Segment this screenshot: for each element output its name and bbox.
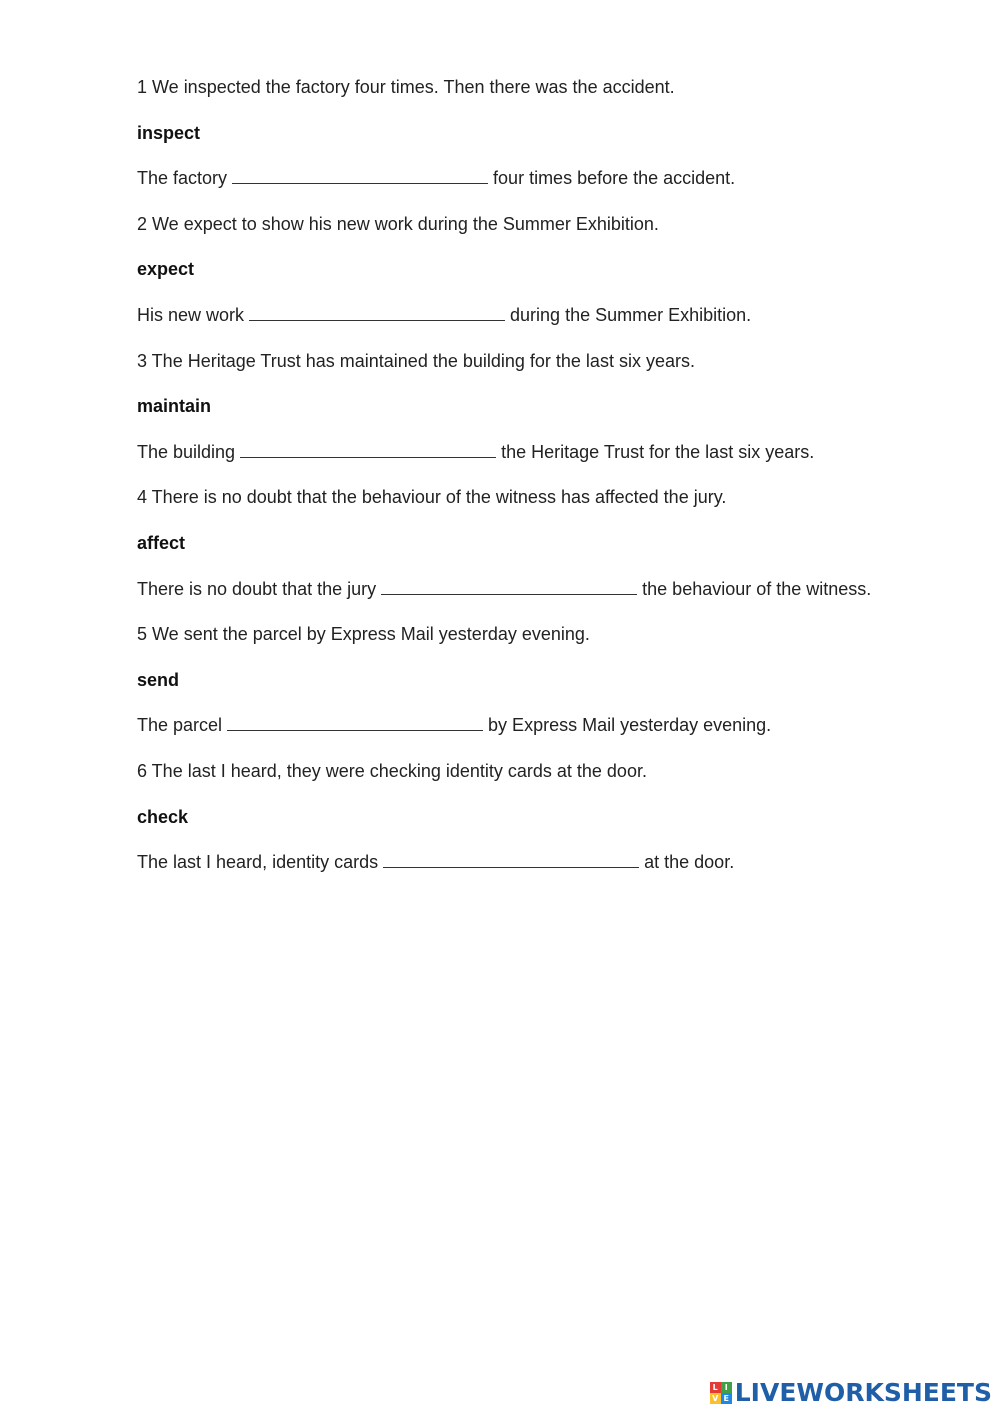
answer-blank[interactable] [232,167,488,184]
exercise-keyword: send [137,669,180,690]
exercise-5 [137,623,977,736]
exercise-answer-line [137,851,977,873]
exercise-prompt: 3 The Heritage Trust has maintained the building for the last six years. [137,350,695,371]
answer-blank[interactable] [249,304,505,321]
answer-after-text: at the door. [644,852,735,873]
liveworksheets-logo-text: LIVEWORKSHEETS [734,1378,992,1407]
exercise-1 [137,76,977,189]
exercise-prompt: 1 We inspected the factory four times. Then there was the accident. [137,77,675,97]
exercise-keyword: maintain [137,396,212,417]
exercise-answer-line [137,714,977,736]
answer-after-text: four times before the accident. [493,168,736,189]
answer-before-text: His new work [137,304,245,325]
exercise-4 [137,486,977,599]
answer-blank[interactable] [383,851,639,868]
answer-after-text: the behaviour of the witness. [642,578,872,599]
logo-mark-letter: E [721,1393,732,1404]
exercise-answer-line [137,441,977,463]
exercise-prompt: 5 We sent the parcel by Express Mail yesterday evening. [137,624,590,645]
answer-blank[interactable] [240,441,496,458]
answer-before-text: The last I heard, identity cards [137,852,379,873]
exercise-prompt: 2 We expect to show his new work during the Summer Exhibition. [137,213,659,234]
liveworksheets-logo-icon [710,1382,732,1404]
logo-mark-letter: V [710,1393,721,1404]
logo-mark-letter: L [710,1382,721,1393]
exercise-keyword: check [137,806,189,827]
exercise-6 [137,760,977,873]
answer-blank[interactable] [227,714,483,731]
exercise-3 [137,350,977,463]
answer-after-text: by Express Mail yesterday evening. [488,715,772,736]
exercise-answer-line [137,167,977,189]
answer-after-text: the Heritage Trust for the last six years. [501,441,815,462]
exercise-prompt: 4 There is no doubt that the behaviour of the witness has affected the jury. [137,487,727,508]
worksheet [137,76,977,897]
answer-after-text: during the Summer Exhibition. [510,304,752,325]
exercise-answer-line [137,578,977,600]
exercise-keyword: expect [137,259,195,280]
exercise-prompt: 6 The last I heard, they were checking identity cards at the door. [137,760,647,781]
answer-before-text: The building [137,441,236,462]
exercise-answer-line [137,304,977,326]
logo-mark-letter: I [721,1382,732,1393]
exercise-keyword: affect [137,532,186,553]
exercise-2 [137,213,977,326]
answer-before-text: The parcel [137,715,223,736]
exercise-keyword: inspect [137,122,201,143]
liveworksheets-logo [710,1379,992,1407]
answer-before-text: The factory [137,168,228,189]
answer-blank[interactable] [381,578,637,595]
answer-before-text: There is no doubt that the jury [137,578,377,599]
